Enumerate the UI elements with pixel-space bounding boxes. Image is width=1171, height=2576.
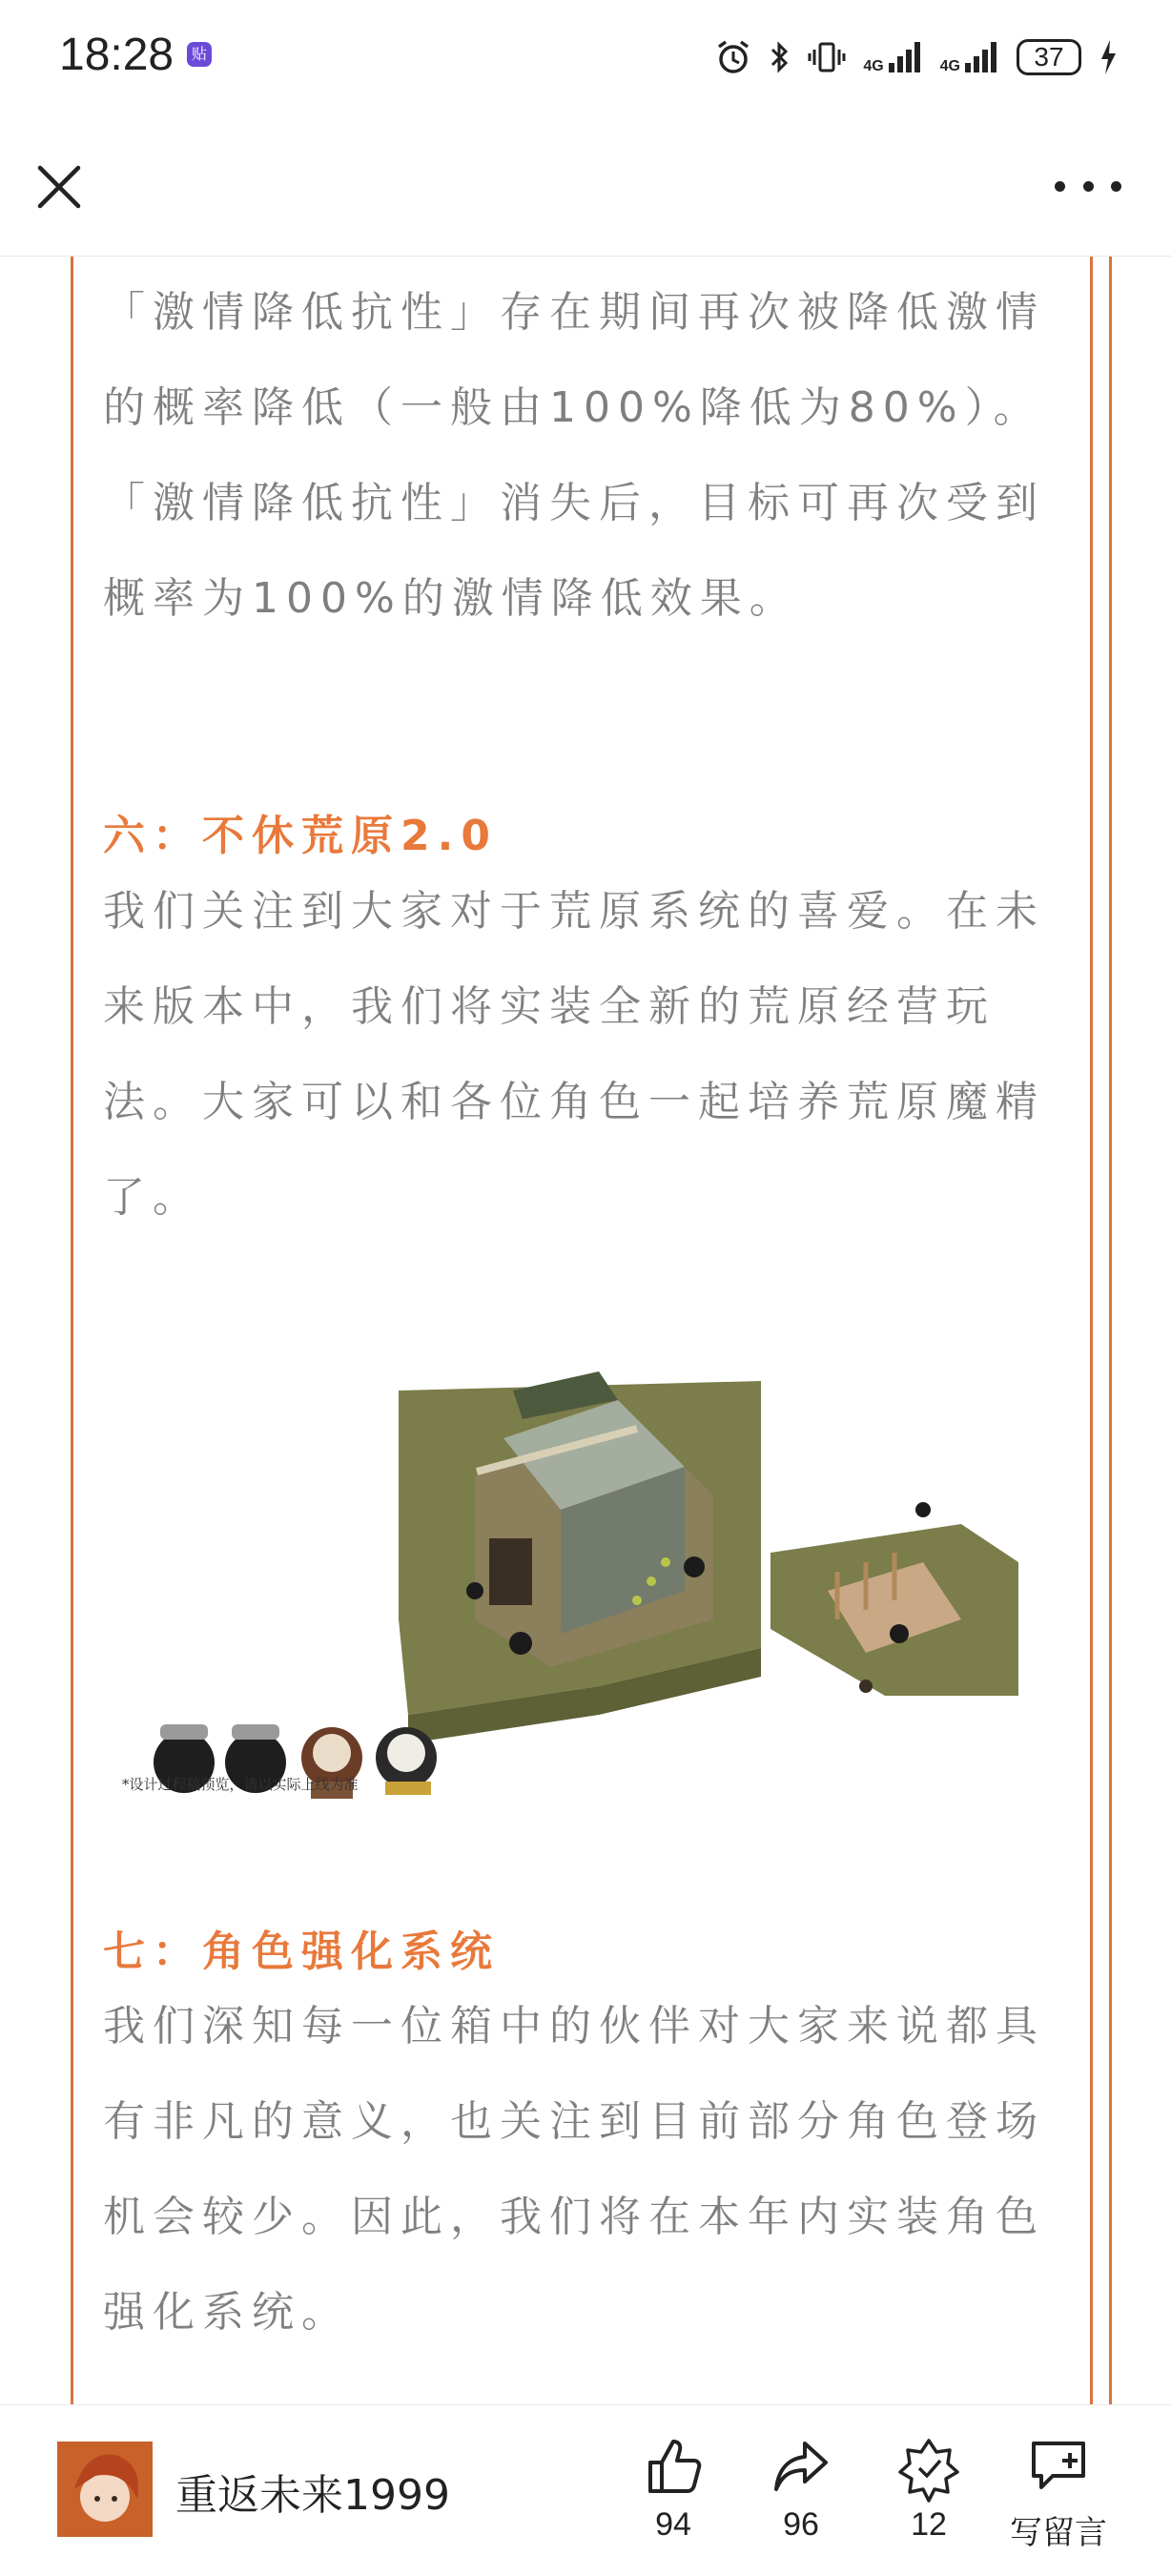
share-button[interactable] [744,2432,858,2544]
text-line: 机会较少。因此，我们将在本年内实装角色 [103,2193,1045,2241]
battery-indicator: 37 [1017,39,1081,75]
status-time: 18:28 [59,30,175,80]
creature [890,1624,909,1643]
like-count: 94 [655,2506,691,2543]
favorite-button[interactable] [872,2432,986,2544]
text-line: 概率为100%的激情降低效果。 [103,574,799,623]
close-button[interactable] [34,162,84,212]
share-count: 96 [783,2506,819,2543]
write-comment-label: 写留言 [1010,2514,1107,2552]
write-comment-button[interactable] [1001,2432,1116,2553]
bluetooth-icon [770,38,791,76]
text-line: 我们关注到大家对于荒原系统的喜爱。在未 [103,887,1045,936]
image-caption: *设计过程稿预览，请以实际上线为准 [122,1776,359,1793]
text-line: 我们深知每一位箱中的伙伴对大家来说都具 [103,2002,1045,2050]
article-body [0,256,1171,2404]
close-icon [34,162,84,212]
more-dot-icon [1055,181,1065,192]
comment-icon [1028,2436,1089,2497]
signal-icon-1: 4G [863,40,922,74]
creature [684,1556,705,1577]
vibrate-icon [808,38,846,76]
text-line: 来版本中，我们将实装全新的荒原经营玩 [103,982,996,1031]
section-heading-6: 六：不休荒原2.0 [103,812,498,860]
text-line: 强化系统。 [103,2288,351,2337]
charging-icon [1099,38,1118,76]
more-dot-icon [1111,181,1121,192]
text-line: 的概率降低（一般由100%降低为80%）。 [103,383,1043,432]
avatar-image [57,2442,153,2537]
like-button[interactable] [616,2432,730,2544]
more-options-button[interactable] [1055,172,1121,200]
account-name[interactable]: 重返未来1999 [175,2471,450,2520]
text-line: 「激情降低抗性」存在期间再次被降低激情 [103,288,1045,337]
paragraph-wilderness [103,864,1062,1246]
favorite-icon [898,2436,959,2497]
more-dot-icon [1083,181,1094,192]
signal-icon-2: 4G [940,40,999,74]
alarm-icon [714,38,752,76]
app-notification-badge: 贴 [187,42,212,67]
text-line: 了。 [103,1173,202,1222]
page-header [0,114,1171,257]
share-icon [770,2436,832,2497]
text-line: 法。大家可以和各位角色一起培养荒原魔精 [103,1078,1045,1126]
status-icons [714,36,1118,78]
creature [509,1632,532,1655]
favorite-count: 12 [911,2506,947,2543]
text-line: 「激情降低抗性」消失后，目标可再次受到 [103,479,1045,527]
thumbs-up-icon [643,2436,704,2497]
paragraph-character-enhancement [103,1979,1062,2360]
section-heading-7: 七：角色强化系统 [103,1927,500,1976]
account-avatar[interactable] [57,2442,153,2537]
status-bar [0,0,1171,114]
text-line: 有非凡的意义，也关注到目前部分角色登场 [103,2097,1045,2146]
